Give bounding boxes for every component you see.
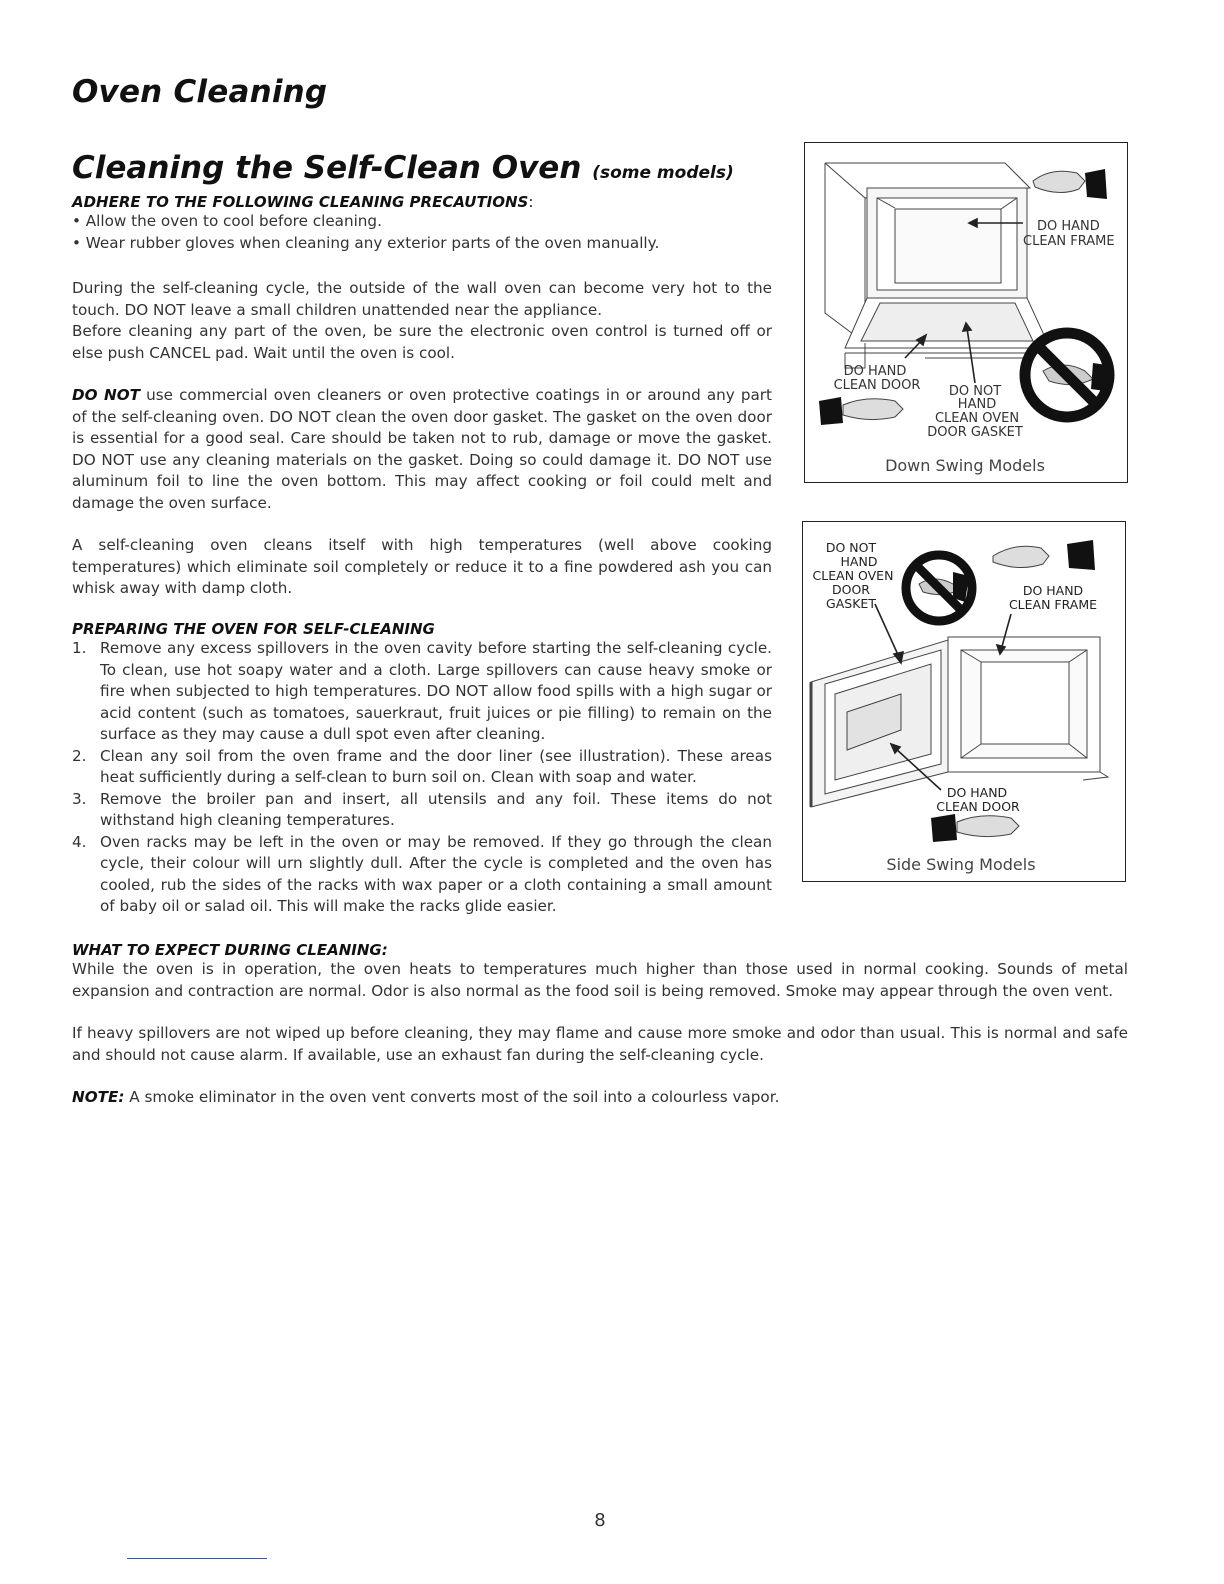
label-gasket-4: DOOR [832, 582, 870, 597]
label-frame-2: CLEAN FRAME [1008, 597, 1098, 612]
item-number: 3. [72, 789, 87, 808]
section-title [72, 150, 734, 186]
item-text: Oven racks may be left in the oven or may be removed. If they go through the clean cycle, their colour will urn slightly dull. After the cycle is completed and the oven has cooled, rub the sides of the racks with wax paper or a cloth containing a small amount of baby oil or salad oil. This will make the racks glide easier. [100, 832, 772, 915]
item-number: 1. [72, 639, 87, 657]
section-title-suffix: (some models) [592, 163, 734, 183]
self-clean-paragraph: A self-cleaning oven cleans itself with high temperatures (well above cooking temperatures) which eliminate soil completely or reduce it to a fine powdered ash you can whisk away with damp cloth. [72, 536, 772, 597]
precaution-item: • Allow the oven to cool before cleaning. [72, 212, 382, 230]
side-swing-illustration [803, 522, 1125, 881]
label-door-1: DO HAND [843, 364, 907, 379]
do-not-lead: DO NOT [72, 386, 141, 404]
do-not-text: use commercial oven cleaners or oven protective coatings in or around any part of the self-cleaning oven. DO NOT clean the oven door gasket. The gasket on the oven door is essential for a good seal. Care should be taken not to rub, damage or move the gasket. DO NOT use any cleaning materials on the gasket. Doing so could damage it. DO NOT use aluminum foil to line the oven bottom. This may affect cooking or foil could melt and damage the oven surface. [72, 386, 772, 512]
label-gasket-1: DO NOT [825, 540, 877, 555]
heat-warning-paragraph [72, 278, 772, 364]
page-number: 8 [594, 1510, 606, 1531]
cancel-instruction-text: Before cleaning any part of the oven, be sure the electronic oven control is turned off or else push CANCEL pad. Wait until the oven is cool. [72, 322, 772, 362]
preparing-item [72, 832, 772, 918]
preparing-item [72, 638, 772, 746]
hand-cloth-icon [1033, 169, 1107, 199]
label-gasket-1: DO NOT [948, 384, 1002, 399]
preparing-item [72, 746, 772, 789]
preparing-block [72, 620, 772, 918]
item-text: Clean any soil from the oven frame and the door liner (see illustration). These areas heat sufficiently during a self-clean to burn soil on. Clean with soap and water. [100, 746, 772, 786]
hand-cloth-icon [993, 540, 1095, 570]
label-door-2: CLEAN DOOR [936, 799, 1020, 814]
side-swing-figure [802, 521, 1126, 882]
expect-paragraph-1: While the oven is in operation, the oven heats to temperatures much higher than those used in normal cooking. Sounds of metal expansion and contraction are normal. Odor is also normal as the food soil is being removed. Smoke may appear through the oven vent. [72, 960, 1128, 1000]
down-swing-figure [804, 142, 1128, 483]
note-lead: NOTE: [72, 1088, 125, 1106]
label-door-1: DO HAND [946, 785, 1008, 800]
expect-paragraph-2: If heavy spillovers are not wiped up before cleaning, they may flame and cause more smoke and odor than usual. This is normal and safe and should not cause alarm. If available, use an exhaust fan during the self-cleaning cycle. [72, 1024, 1128, 1064]
preparing-item [72, 789, 772, 832]
preparing-heading: PREPARING THE OVEN FOR SELF-CLEANING [72, 620, 435, 638]
heat-warning-text: During the self-cleaning cycle, the outside of the wall oven can become very hot to the touch. DO NOT leave a small children unattended near the appliance. [72, 279, 772, 319]
expect-heading: WHAT TO EXPECT DURING CLEANING: [72, 941, 388, 959]
preparing-list [72, 638, 772, 918]
precautions-list [72, 211, 772, 254]
label-frame-1: DO HAND [1037, 219, 1100, 234]
prohibited-icon [1025, 333, 1109, 417]
label-door-2: CLEAN DOOR [833, 378, 921, 393]
expect-block [72, 941, 1128, 1109]
label-frame-1: DO HAND [1022, 583, 1084, 598]
footer-rule [127, 1558, 267, 1559]
precaution-item: • Wear rubber gloves when cleaning any exterior parts of the oven manually. [72, 233, 660, 252]
precautions-heading-text: ADHERE TO THE FOLLOWING CLEANING PRECAUTIONS [72, 193, 529, 211]
item-text: Remove the broiler pan and insert, all utensils and any foil. These items do not withstand high cleaning temperatures. [100, 789, 772, 829]
label-gasket-2: HAND [840, 554, 878, 569]
hand-cloth-icon [931, 814, 1019, 842]
note-paragraph [72, 1087, 1128, 1109]
prohibited-icon [906, 555, 972, 621]
label-gasket-3: CLEAN OVEN [812, 568, 894, 583]
item-number: 4. [72, 832, 87, 851]
down-swing-caption: Down Swing Models [885, 456, 1045, 475]
item-number: 2. [72, 746, 87, 765]
section-title-text: Cleaning the Self-Clean Oven [72, 150, 582, 186]
label-gasket-5: GASKET [826, 596, 876, 611]
item-text: Remove any excess spillovers in the oven cavity before starting the self-cleaning cycle. To clean, use hot soapy water and a cloth. Large spillovers can cause heavy smoke or fire when subjected to high temperatures. DO NOT allow food spills with a high sugar or acid content (such as tomatoes, sauerkraut, fruit juices or pie filling) to remain on the surface as they may cause a dull spot even after cleaning. [100, 639, 772, 743]
page-title: Oven Cleaning [72, 74, 328, 110]
label-gasket-3: CLEAN OVEN [934, 411, 1020, 426]
label-gasket-4: DOOR GASKET [927, 425, 1023, 440]
hand-cloth-icon [819, 397, 903, 425]
precautions-heading [72, 193, 772, 211]
precautions-block [72, 193, 772, 254]
precautions-colon: : [528, 193, 534, 211]
down-swing-illustration [805, 143, 1127, 482]
side-swing-caption: Side Swing Models [886, 855, 1036, 874]
note-text: A smoke eliminator in the oven vent converts most of the soil into a colourless vapor. [124, 1088, 780, 1106]
label-gasket-2: HAND [957, 397, 997, 412]
do-not-paragraph [72, 385, 772, 514]
label-frame-2: CLEAN FRAME [1023, 234, 1115, 249]
